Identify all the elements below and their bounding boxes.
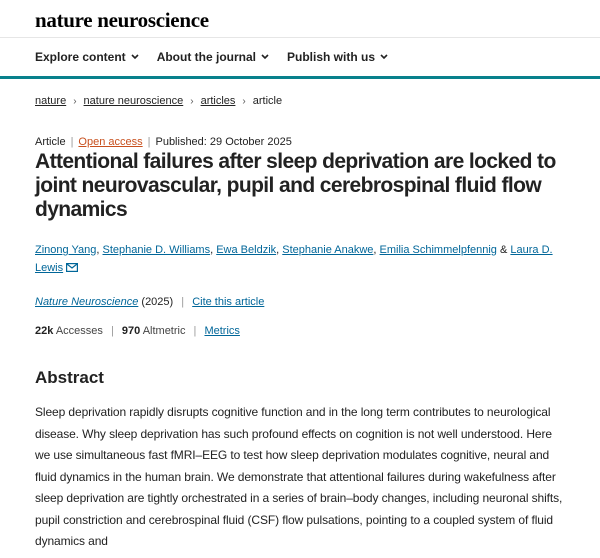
breadcrumb-nature-neuroscience[interactable]: nature neuroscience bbox=[83, 95, 184, 107]
altmetric-label: Altmetric bbox=[142, 325, 186, 337]
cite-this-article-link[interactable]: Cite this article bbox=[192, 296, 265, 308]
divider: | bbox=[181, 296, 185, 308]
author-link[interactable]: Stephanie Anakwe bbox=[282, 244, 374, 256]
breadcrumb-nature[interactable]: nature bbox=[35, 95, 67, 107]
nav-item-label: Explore content bbox=[35, 50, 126, 64]
breadcrumb bbox=[35, 95, 282, 107]
journal-logo[interactable]: nature neuroscience bbox=[35, 8, 209, 32]
author-joiner: & bbox=[499, 244, 508, 256]
author-list: Zinong Yang, Stephanie D. Williams, Ewa Beldzik, Stephanie Anakwe, Emilia Schimmelpfennig & Laura D. Lewis bbox=[35, 241, 570, 278]
nav-about-journal[interactable] bbox=[157, 50, 269, 64]
article-title: Attentional failures after sleep deprivation are locked to joint neurovascular, pupil and cerebrospinal fluid flow dynamics bbox=[35, 150, 556, 221]
altmetric-count: 970 bbox=[121, 325, 141, 337]
chevron-down-icon bbox=[261, 54, 269, 60]
metrics-link[interactable]: Metrics bbox=[204, 325, 240, 337]
abstract-text: Sleep deprivation rapidly disrupts cognitive function and in the long term contributes to neurological disease. Why sleep deprivation has such profound effects on cognition is not well understood. Here we use simultaneous fast fMRI–EEG to test how sleep deprivation modulates cognitive, neural and fluid dynamics in the human brain. We demonstrate that attentional failures during wakefulness after sleep deprivation are tightly orchestrated in a series of brain–body changes, including neuronal shifts, pupil constriction and cerebrospinal fluid (CSF) flow pulsations, pointing to a coupled system of fluid dynamics and bbox=[35, 405, 563, 548]
chevron-down-icon bbox=[131, 54, 139, 60]
published-date: Published: 29 October 2025 bbox=[155, 136, 292, 148]
author-link[interactable]: Zinong Yang bbox=[35, 244, 97, 256]
author-link[interactable]: Laura D. Lewis bbox=[35, 244, 553, 274]
breadcrumb-separator: › bbox=[242, 95, 246, 107]
divider: | bbox=[193, 325, 197, 337]
breadcrumb-separator: › bbox=[73, 95, 77, 107]
chevron-down-icon bbox=[380, 54, 388, 60]
open-access-link[interactable]: Open access bbox=[78, 136, 143, 148]
article-meta bbox=[35, 136, 292, 148]
breadcrumb-articles[interactable]: articles bbox=[200, 95, 236, 107]
main-nav bbox=[0, 38, 600, 79]
author-link[interactable]: Emilia Schimmelpfennig bbox=[379, 244, 497, 256]
divider: | bbox=[70, 136, 74, 148]
article-type: Article bbox=[35, 136, 66, 148]
nav-item-label: About the journal bbox=[156, 50, 257, 64]
nav-publish-with-us[interactable] bbox=[287, 50, 388, 64]
metrics-row bbox=[35, 325, 240, 337]
accesses-label: Accesses bbox=[55, 325, 103, 337]
mail-icon[interactable] bbox=[66, 260, 78, 278]
divider: | bbox=[110, 325, 114, 337]
accesses-count: 22k bbox=[35, 325, 54, 337]
nav-explore-content[interactable] bbox=[35, 50, 139, 64]
publication-year: (2025) bbox=[141, 296, 174, 308]
abstract-heading: Abstract bbox=[35, 368, 104, 387]
journal-name-link[interactable]: Nature Neuroscience bbox=[35, 296, 139, 308]
divider: | bbox=[147, 136, 151, 148]
author-link[interactable]: Stephanie D. Williams bbox=[102, 244, 211, 256]
nav-item-label: Publish with us bbox=[287, 50, 376, 64]
breadcrumb-current: article bbox=[252, 95, 283, 107]
breadcrumb-separator: › bbox=[190, 95, 194, 107]
author-link[interactable]: Ewa Beldzik bbox=[216, 244, 277, 256]
citation-row bbox=[35, 296, 264, 308]
site-header bbox=[0, 0, 600, 38]
